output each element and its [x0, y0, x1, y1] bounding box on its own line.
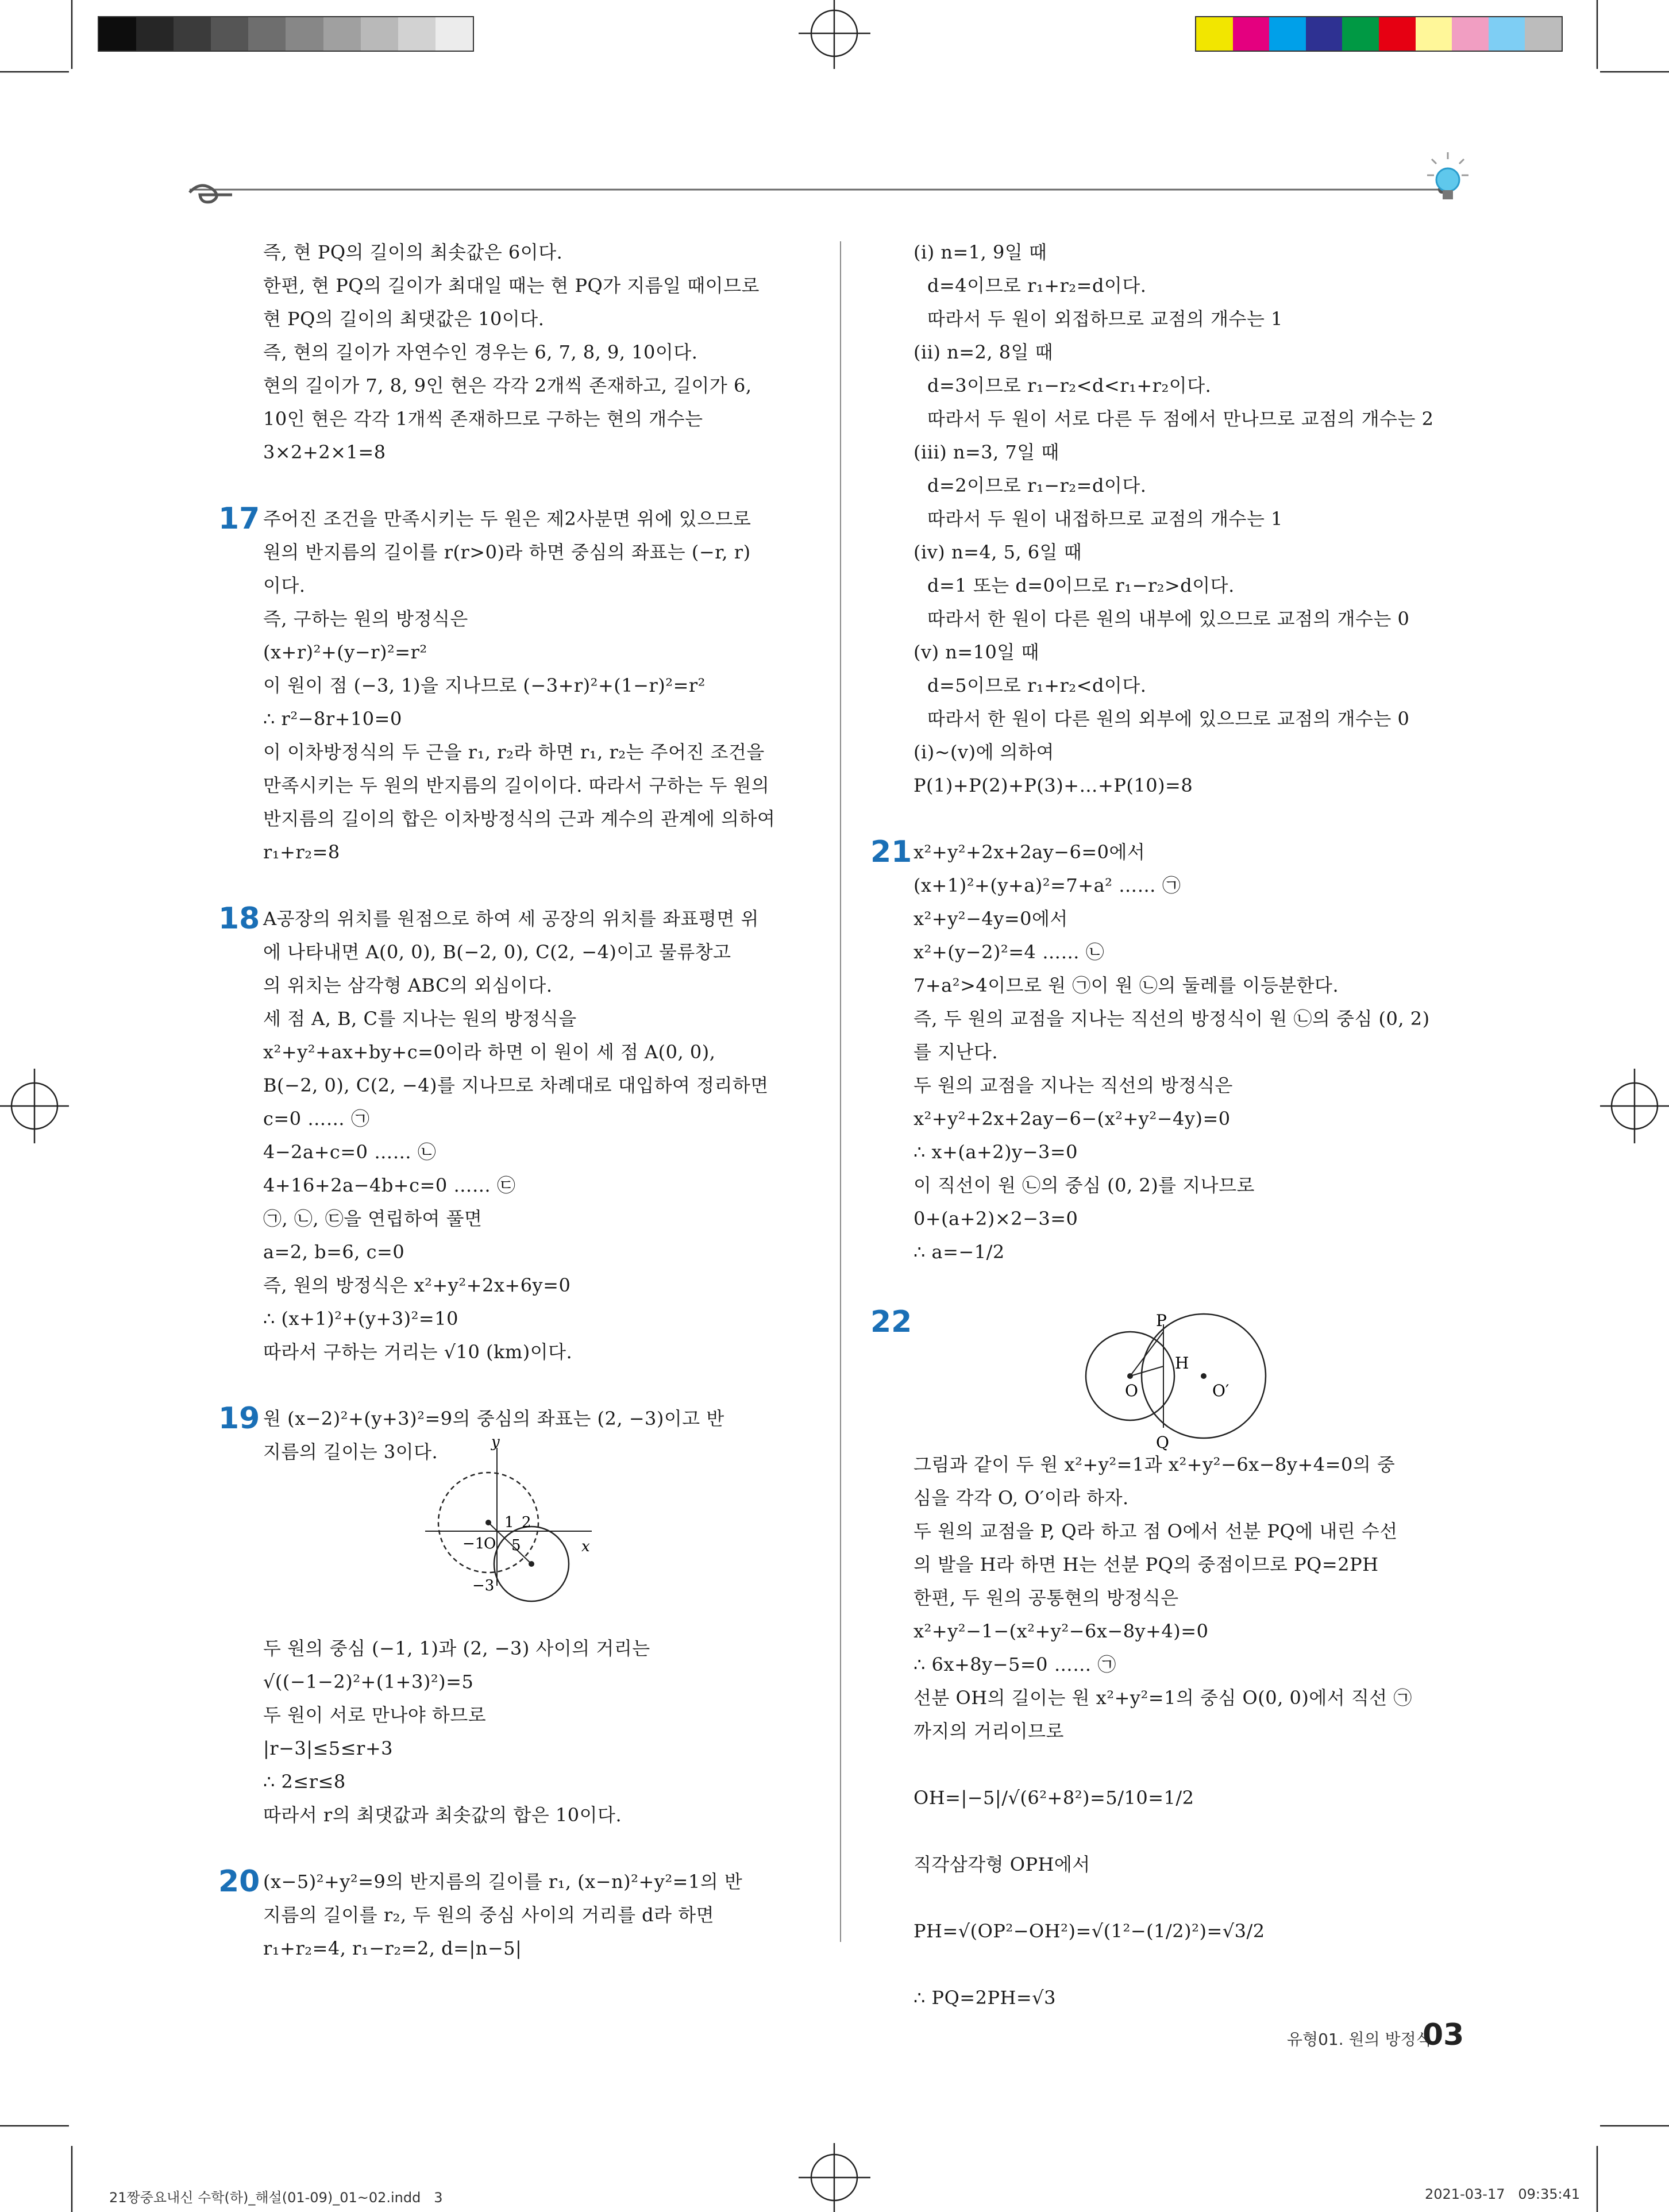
lightbulb-icon	[1419, 147, 1471, 210]
color-swatch	[398, 17, 435, 51]
text-line: r₁+r₂=8	[263, 841, 340, 863]
text-line: 에 나타내면 A(0, 0), B(−2, 0), C(2, −4)이고 물류창고	[263, 941, 731, 963]
text-line: x²+y²+2x+2ay−6−(x²+y²−4y)=0	[913, 1108, 1231, 1130]
grayscale-color-bar	[98, 16, 474, 52]
text-line: 반지름의 길이의 합은 이차방정식의 근과 계수의 관계에 의하여	[263, 808, 776, 830]
text-line	[913, 802, 1494, 835]
text-line: ㉠, ㉡, ㉢을 연립하여 풀면	[263, 1208, 483, 1230]
color-swatch	[174, 17, 211, 51]
process-color-bar	[1195, 16, 1563, 52]
text-line: 심을 각각 O, O′이라 하자.	[913, 1487, 1129, 1509]
text-line: 두 원의 교점을 P, Q라 하고 점 O에서 선분 PQ에 내린 수선	[913, 1520, 1398, 1542]
color-swatch	[1196, 17, 1233, 51]
color-swatch	[248, 17, 286, 51]
text-line: (i) n=1, 9일 때	[913, 241, 1047, 263]
color-swatch	[211, 17, 248, 51]
text-line: 따라서 두 원이 서로 다른 두 점에서 만나므로 교점의 개수는 2	[927, 408, 1434, 430]
color-swatch	[1306, 17, 1343, 51]
text-line: 의 위치는 삼각형 ABC의 외심이다.	[263, 974, 553, 996]
column-divider	[840, 241, 841, 1942]
text-line: (v) n=10일 때	[913, 641, 1039, 663]
text-line: x²+y²−1−(x²+y²−6x−8y+4)=0	[913, 1620, 1209, 1642]
text-line: 즉, 구하는 원의 방정식은	[263, 608, 468, 630]
problem-number: 21	[870, 835, 912, 869]
text-line: 4−2a+c=0 …… ㉡	[263, 1141, 437, 1163]
color-swatch	[136, 17, 174, 51]
text-line: 지름의 길이는 3이다.	[263, 1441, 438, 1463]
text-line: 원의 반지름의 길이를 r(r>0)라 하면 중심의 좌표는 (−r, r)	[263, 541, 751, 563]
text-line: 한편, 두 원의 공통현의 방정식은	[913, 1587, 1179, 1609]
text-line	[913, 1881, 1494, 1914]
point-P: P	[1156, 1311, 1167, 1330]
text-line: 이 이차방정식의 두 근을 r₁, r₂라 하면 r₁, r₂는 주어진 조건을	[263, 741, 765, 763]
color-swatch	[1233, 17, 1270, 51]
text-line: r₁+r₂=4, r₁−r₂=2, d=|n−5|	[263, 1937, 522, 1959]
text-line: 10인 현은 각각 1개씩 존재하므로 구하는 현의 개수는	[263, 408, 703, 430]
text-line: d=5이므로 r₁+r₂<d이다.	[927, 675, 1147, 696]
text-line: 두 원이 서로 만나야 하므로	[263, 1704, 487, 1726]
text-line: 현 PQ의 길이의 최댓값은 10이다.	[263, 308, 545, 330]
text-line: 세 점 A, B, C를 지나는 원의 방정식을	[263, 1008, 577, 1030]
text-line: ∴ a=−1/2	[913, 1241, 1005, 1263]
text-line: A공장의 위치를 원점으로 하여 세 공장의 위치를 좌표평면 위	[263, 908, 759, 930]
text-line: a=2, b=6, c=0	[263, 1241, 405, 1263]
text-line: 3×2+2×1=8	[263, 441, 386, 463]
point-Q: Q	[1156, 1433, 1169, 1452]
text-line: 즉, 두 원의 교점을 지나는 직선의 방정식이 원 ㉡의 중심 (0, 2)	[913, 1008, 1430, 1030]
page-number: 03	[1423, 2018, 1464, 2052]
text-line: 직각삼각형 OPH에서	[913, 1853, 1090, 1875]
print-timestamp: 2021-03-17 09:35:41	[1425, 2186, 1581, 2202]
tick-2: 2	[522, 1514, 531, 1531]
text-line: ∴ PQ=2PH=√3	[913, 1987, 1056, 2009]
point-O: O	[1125, 1381, 1138, 1400]
tick-minus1: −1	[462, 1535, 485, 1552]
problem-number: 22	[870, 1305, 912, 1339]
text-line: 두 원의 중심 (−1, 1)과 (2, −3) 사이의 거리는	[263, 1637, 650, 1659]
text-line: P(1)+P(2)+P(3)+…+P(10)=8	[913, 774, 1193, 796]
figure-19-circles	[419, 1436, 649, 1609]
text-line: 주어진 조건을 만족시키는 두 원은 제2사분면 위에 있으므로	[263, 508, 751, 530]
text-line: ∴ r²−8r+10=0	[263, 708, 402, 730]
text-line: 까지의 거리이므로	[913, 1720, 1064, 1742]
text-line: ∴ 2≤r≤8	[263, 1771, 346, 1793]
left-column	[218, 236, 827, 1469]
text-line: 따라서 구하는 거리는 √10 (km)이다.	[263, 1341, 573, 1363]
text-line: d=4이므로 r₁+r₂=d이다.	[927, 275, 1147, 296]
text-line: 만족시키는 두 원의 반지름의 길이이다. 따라서 구하는 두 원의	[263, 774, 770, 796]
color-swatch	[1342, 17, 1379, 51]
text-line	[230, 1369, 827, 1402]
text-line: (iii) n=3, 7일 때	[913, 441, 1059, 463]
text-line: 따라서 한 원이 다른 원의 내부에 있으므로 교점의 개수는 0	[927, 608, 1410, 630]
text-line: (ii) n=2, 8일 때	[913, 341, 1054, 363]
axis-y-label: y	[491, 1436, 500, 1451]
text-line: 따라서 두 원이 내접하므로 교점의 개수는 1	[927, 508, 1283, 530]
point-H: H	[1175, 1354, 1189, 1373]
text-line: 이 직선이 원 ㉡의 중심 (0, 2)를 지나므로	[913, 1174, 1255, 1196]
text-line: 그림과 같이 두 원 x²+y²=1과 x²+y²−6x−8y+4=0의 중	[913, 1454, 1396, 1475]
text-line: 한편, 현 PQ의 길이가 최대일 때는 현 PQ가 지름일 때이므로	[263, 275, 760, 296]
origin-label: O	[484, 1535, 496, 1552]
text-line: 이 원이 점 (−3, 1)을 지나므로 (−3+r)²+(1−r)²=r²	[263, 675, 706, 696]
point-O-prime: O′	[1212, 1381, 1229, 1400]
text-line: 원 (x−2)²+(y+3)²=9의 중심의 좌표는 (2, −3)이고 반	[263, 1408, 724, 1429]
text-line: ∴ 6x+8y−5=0 …… ㉠	[913, 1654, 1116, 1675]
text-line: 4+16+2a−4b+c=0 …… ㉢	[263, 1174, 516, 1196]
running-title: 유형01. 원의 방정식	[1287, 2030, 1432, 2049]
text-line: 의 발을 H라 하면 H는 선분 PQ의 중점이므로 PQ=2PH	[913, 1554, 1379, 1575]
text-line: d=1 또는 d=0이므로 r₁−r₂>d이다.	[927, 575, 1235, 596]
text-line: x²+(y−2)²=4 …… ㉡	[913, 941, 1105, 963]
text-line	[230, 869, 827, 902]
text-line: B(−2, 0), C(2, −4)를 지나므로 차례대로 대입하여 정리하면	[263, 1074, 769, 1096]
color-swatch	[286, 17, 323, 51]
problem-number: 20	[218, 1864, 260, 1899]
text-line: 를 지난다.	[913, 1041, 998, 1063]
text-line: (i)~(v)에 의하여	[913, 741, 1054, 763]
text-line: 선분 OH의 길이는 원 x²+y²=1의 중심 O(0, 0)에서 직선 ㉠	[913, 1687, 1412, 1709]
pin-icon	[184, 175, 247, 210]
right-column	[870, 236, 1494, 1269]
text-line	[230, 1832, 827, 1865]
text-line: d=3이므로 r₁−r₂<d<r₁+r₂이다.	[927, 375, 1212, 396]
text-line: (x−5)²+y²=9의 반지름의 길이를 r₁, (x−n)²+y²=1의 반	[263, 1871, 743, 1893]
text-line: ∴ (x+1)²+(y+3)²=10	[263, 1308, 458, 1329]
distance-5: 5	[511, 1537, 521, 1554]
text-line: 이다.	[263, 575, 306, 596]
color-swatch	[1452, 17, 1489, 51]
tick-1: 1	[504, 1514, 514, 1531]
text-line: 따라서 두 원이 외접하므로 교점의 개수는 1	[927, 308, 1283, 330]
color-swatch	[323, 17, 361, 51]
text-line: √((−1−2)²+(1+3)²)=5	[263, 1671, 474, 1693]
text-line: 따라서 한 원이 다른 원의 외부에 있으므로 교점의 개수는 0	[927, 708, 1410, 730]
color-swatch	[1525, 17, 1562, 51]
text-line: x²+y²−4y=0에서	[913, 908, 1068, 930]
text-line: 즉, 원의 방정식은 x²+y²+2x+6y=0	[263, 1274, 571, 1296]
text-line: ∴ x+(a+2)y−3=0	[913, 1141, 1078, 1163]
text-line: |r−3|≤5≤r+3	[263, 1737, 393, 1759]
text-line: 7+a²>4이므로 원 ㉠이 원 ㉡의 둘레를 이등분한다.	[913, 974, 1339, 996]
text-line: OH=|−5|/√(6²+8²)=5/10=1/2	[913, 1787, 1194, 1809]
text-line: 지름의 길이를 r₂, 두 원의 중심 사이의 거리를 d라 하면	[263, 1904, 715, 1926]
axis-x-label: x	[581, 1538, 590, 1555]
color-swatch	[361, 17, 398, 51]
text-line: x²+y²+2x+2ay−6=0에서	[913, 841, 1146, 863]
text-line: (iv) n=4, 5, 6일 때	[913, 541, 1082, 563]
text-line: (x+1)²+(y+a)²=7+a² …… ㉠	[913, 874, 1181, 896]
file-slug: 21짱중요내신 수학(하)_해설(01-09)_01~02.indd 3	[109, 2190, 443, 2206]
color-swatch	[1416, 17, 1452, 51]
text-line: 두 원의 교점을 지나는 직선의 방정식은	[913, 1074, 1233, 1096]
problem-number: 17	[218, 502, 260, 536]
text-line: d=2이므로 r₁−r₂=d이다.	[927, 475, 1147, 496]
text-line: c=0 …… ㉠	[263, 1108, 370, 1130]
text-line: PH=√(OP²−OH²)=√(1²−(1/2)²)=√3/2	[913, 1920, 1265, 1942]
text-line: 0+(a+2)×2−3=0	[913, 1208, 1078, 1230]
text-line: (x+r)²+(y−r)²=r²	[263, 641, 427, 663]
color-swatch	[1379, 17, 1416, 51]
text-line	[913, 1948, 1494, 1981]
right-column-lower	[913, 1448, 1494, 2014]
problem-number: 19	[218, 1401, 260, 1436]
text-line: x²+y²+ax+by+c=0이라 하면 이 원이 세 점 A(0, 0),	[263, 1041, 716, 1063]
color-swatch	[1269, 17, 1306, 51]
text-line: 즉, 현 PQ의 길이의 최솟값은 6이다.	[263, 241, 563, 263]
problem-number: 18	[218, 901, 260, 936]
text-line: 즉, 현의 길이가 자연수인 경우는 6, 7, 8, 9, 10이다.	[263, 341, 698, 363]
color-swatch	[435, 17, 473, 51]
tick-minus3: −3	[472, 1577, 495, 1594]
left-column-lower	[218, 1632, 827, 1965]
text-line: 따라서 r의 최댓값과 최솟값의 합은 10이다.	[263, 1804, 622, 1826]
text-line: 현의 길이가 7, 8, 9인 현은 각각 2개씩 존재하고, 길이가 6,	[263, 375, 752, 396]
text-line	[913, 1814, 1494, 1848]
text-line	[230, 469, 827, 502]
text-line	[913, 1748, 1494, 1781]
figure-22-circles	[1074, 1310, 1316, 1459]
color-swatch	[99, 17, 136, 51]
color-swatch	[1489, 17, 1525, 51]
